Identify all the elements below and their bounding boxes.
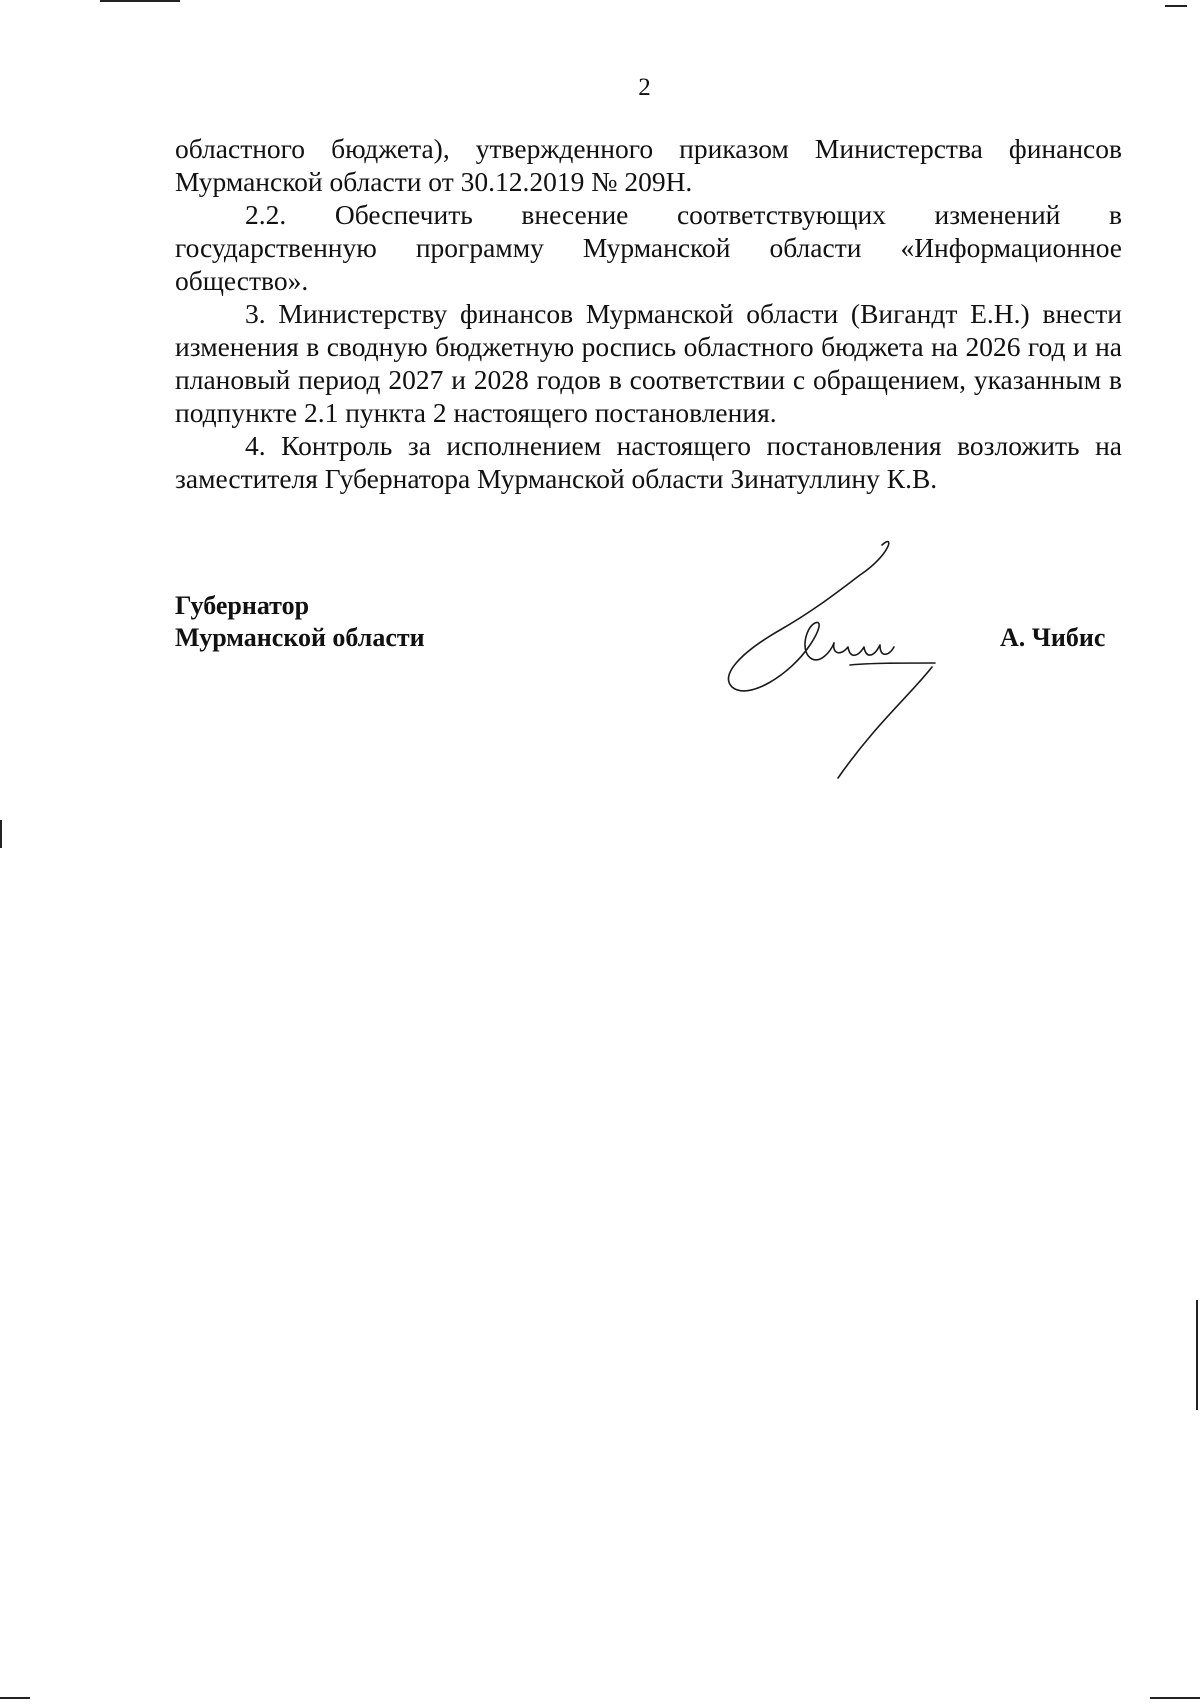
paragraph-continuation: областного бюджета), утвержденного приказом Министерства финансов Мурманской области от 30.12.2019 № 209Н. [175, 133, 1122, 197]
page-number: 2 [638, 74, 651, 101]
signature-stroke-letters [834, 643, 894, 655]
handwritten-signature [720, 535, 970, 785]
paragraph-3: 3. Министерству финансов Мурманской области (Вигандт Е.Н.) внести изменения в сводную бюджетную роспись областного бюджета на 2026 год и на плановый период 2027 и 2028 годов в соответствии с обращением, указанным в подпункте 2.1 пункта 2 настоящего постановления. [175, 298, 1122, 428]
signatory-position-line2: Мурманской области [175, 623, 425, 652]
signature-stroke-loop [729, 542, 889, 691]
paragraph-2-2: 2.2. Обеспечить внесение соответствующих изменений в государственную программу Мурманской области «Информационное общество». [175, 199, 1122, 296]
scan-artifact-top-right [1165, 5, 1187, 7]
scan-artifact-top-left [100, 0, 180, 2]
signature-stroke-tail [838, 667, 932, 778]
signature-stroke-underline [850, 663, 935, 665]
scan-artifact-bottom-right [1150, 1697, 1200, 1699]
scan-artifact-left [0, 820, 2, 848]
paragraph-4: 4. Контроль за исполнением настоящего постановления возложить на заместителя Губернатора Мурманской области Зинатуллину К.В. [175, 430, 1122, 494]
signatory-position [175, 590, 425, 654]
signatory-position-line1: Губернатор [175, 591, 310, 620]
scan-artifact-right [1196, 1300, 1198, 1410]
scan-artifact-bottom-left [0, 1697, 30, 1699]
signatory-name: А. Чибис [1000, 623, 1106, 652]
